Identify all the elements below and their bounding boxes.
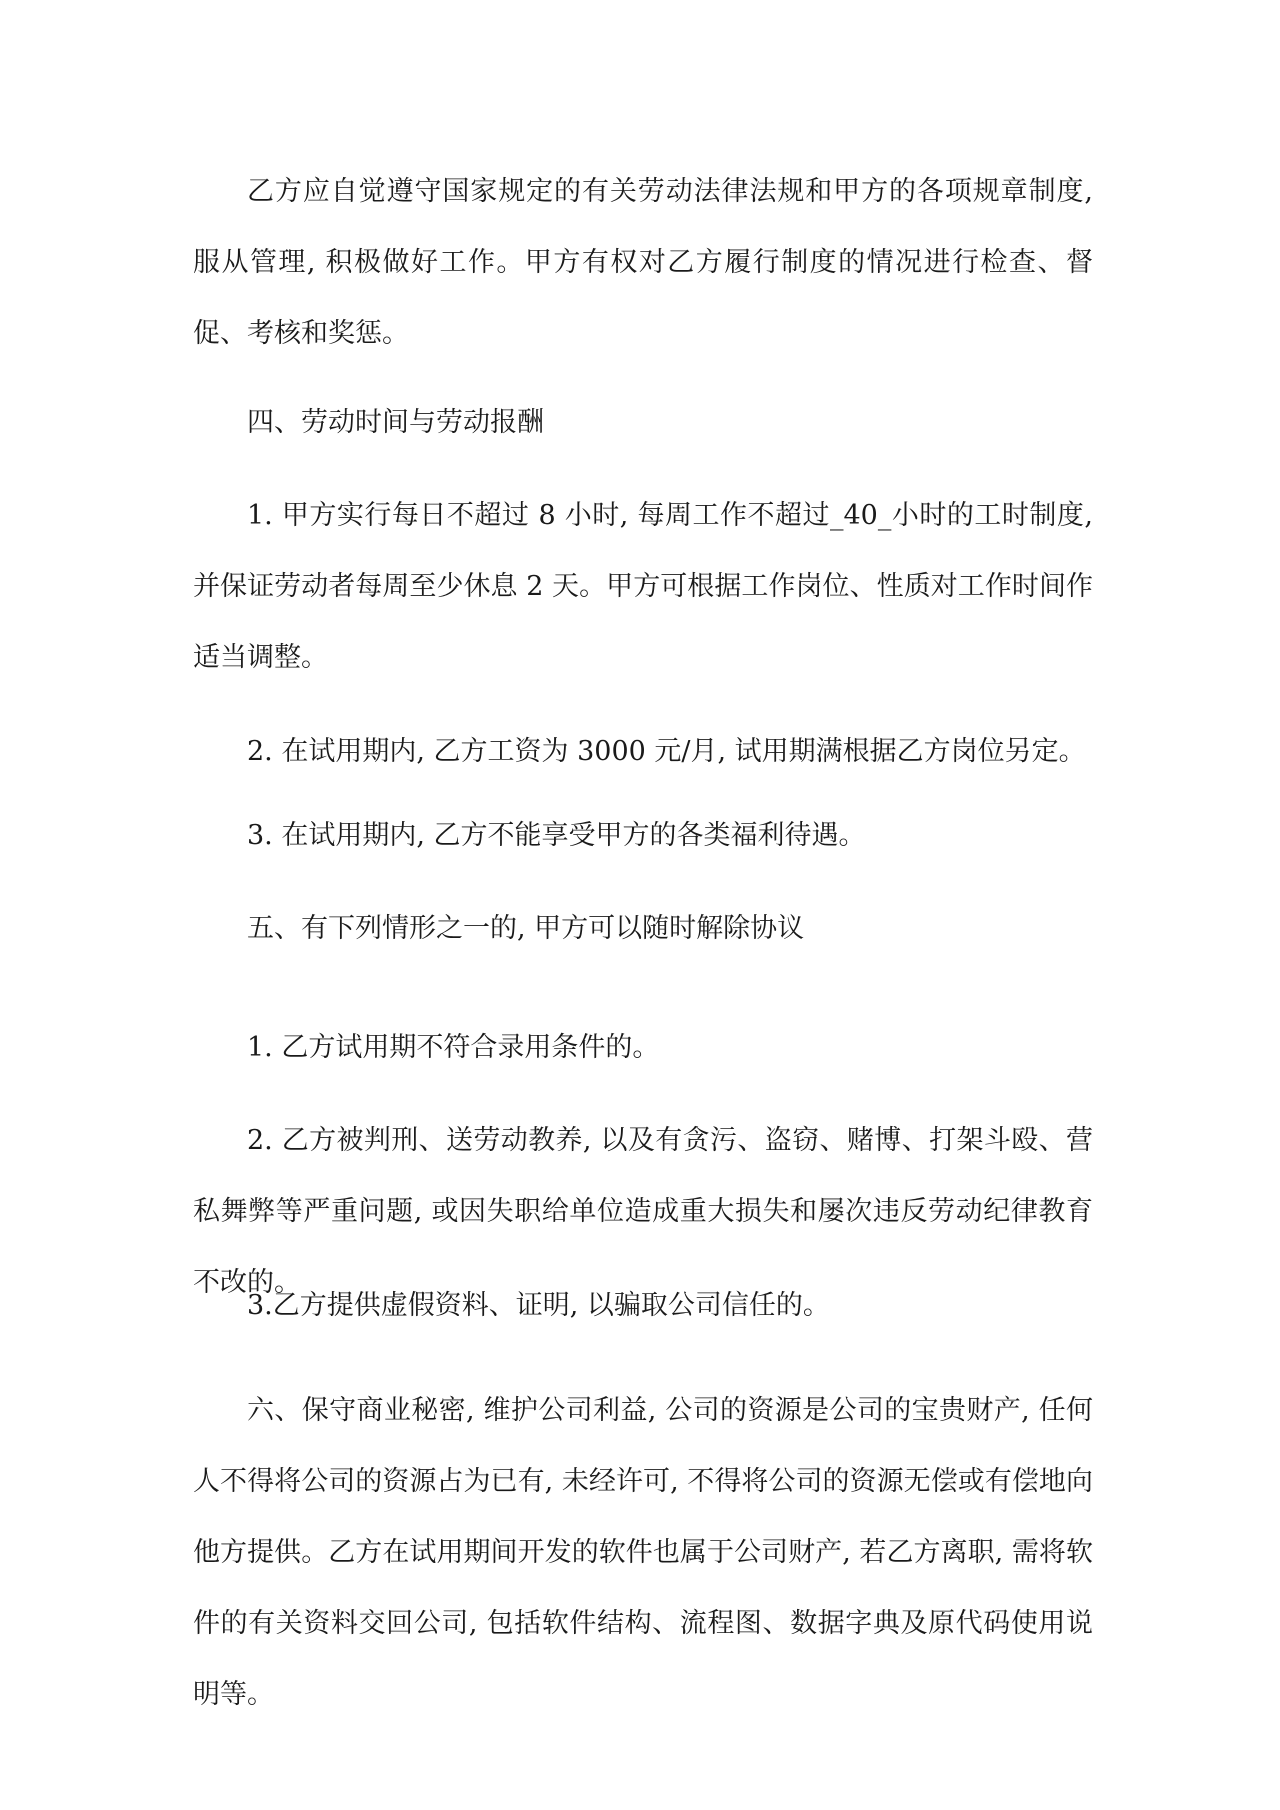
paragraph-termination-item-1: 1. 乙方试用期不符合录用条件的。 (247, 1032, 660, 1063)
paragraph-probation-salary: 2. 在试用期内, 乙方工资为 3000 元/月, 试用期满根据乙方岗位另定。 (247, 736, 1086, 767)
paragraph-working-hours: 1. 甲方实行每日不超过 8 小时, 每周工作不超过_40_小时的工时制度, 并保证劳动者每周至少休息 2 天。甲方可根据工作岗位、性质对工作时间作适当调整。 (193, 500, 1093, 673)
section-heading-working-hours: 四、劳动时间与劳动报酬 (247, 407, 544, 438)
paragraph-rules-compliance: 乙方应自觉遵守国家规定的有关劳动法律法规和甲方的各项规章制度, 服从管理, 积极做好工作。甲方有权对乙方履行制度的情况进行检查、督促、考核和奖惩。 (193, 176, 1093, 349)
paragraph-termination-item-2: 2. 乙方被判刑、送劳动教养, 以及有贪污、盗窃、赌博、打架斗殴、营私舞弊等严重问题, 或因失职给单位造成重大损失和屡次违反劳动纪律教育不改的。 (193, 1125, 1093, 1298)
paragraph-termination-item-3: 3.乙方提供虚假资料、证明, 以骗取公司信任的。 (247, 1290, 830, 1321)
paragraph-probation-benefits: 3. 在试用期内, 乙方不能享受甲方的各类福利待遇。 (247, 820, 866, 851)
paragraph-trade-secrets: 六、保守商业秘密, 维护公司利益, 公司的资源是公司的宝贵财产, 任何人不得将公司的资源占为已有, 未经许可, 不得将公司的资源无偿或有偿地向他方提供。乙方在试用期间开发的软件也属于公司财产, 若乙方离职, 需将软件的有关资料交回公司, 包括软件结构、流程图、数据字典及原代码使用说明等。 (193, 1395, 1093, 1710)
section-heading-termination: 五、有下列情形之一的, 甲方可以随时解除协议 (247, 913, 805, 944)
